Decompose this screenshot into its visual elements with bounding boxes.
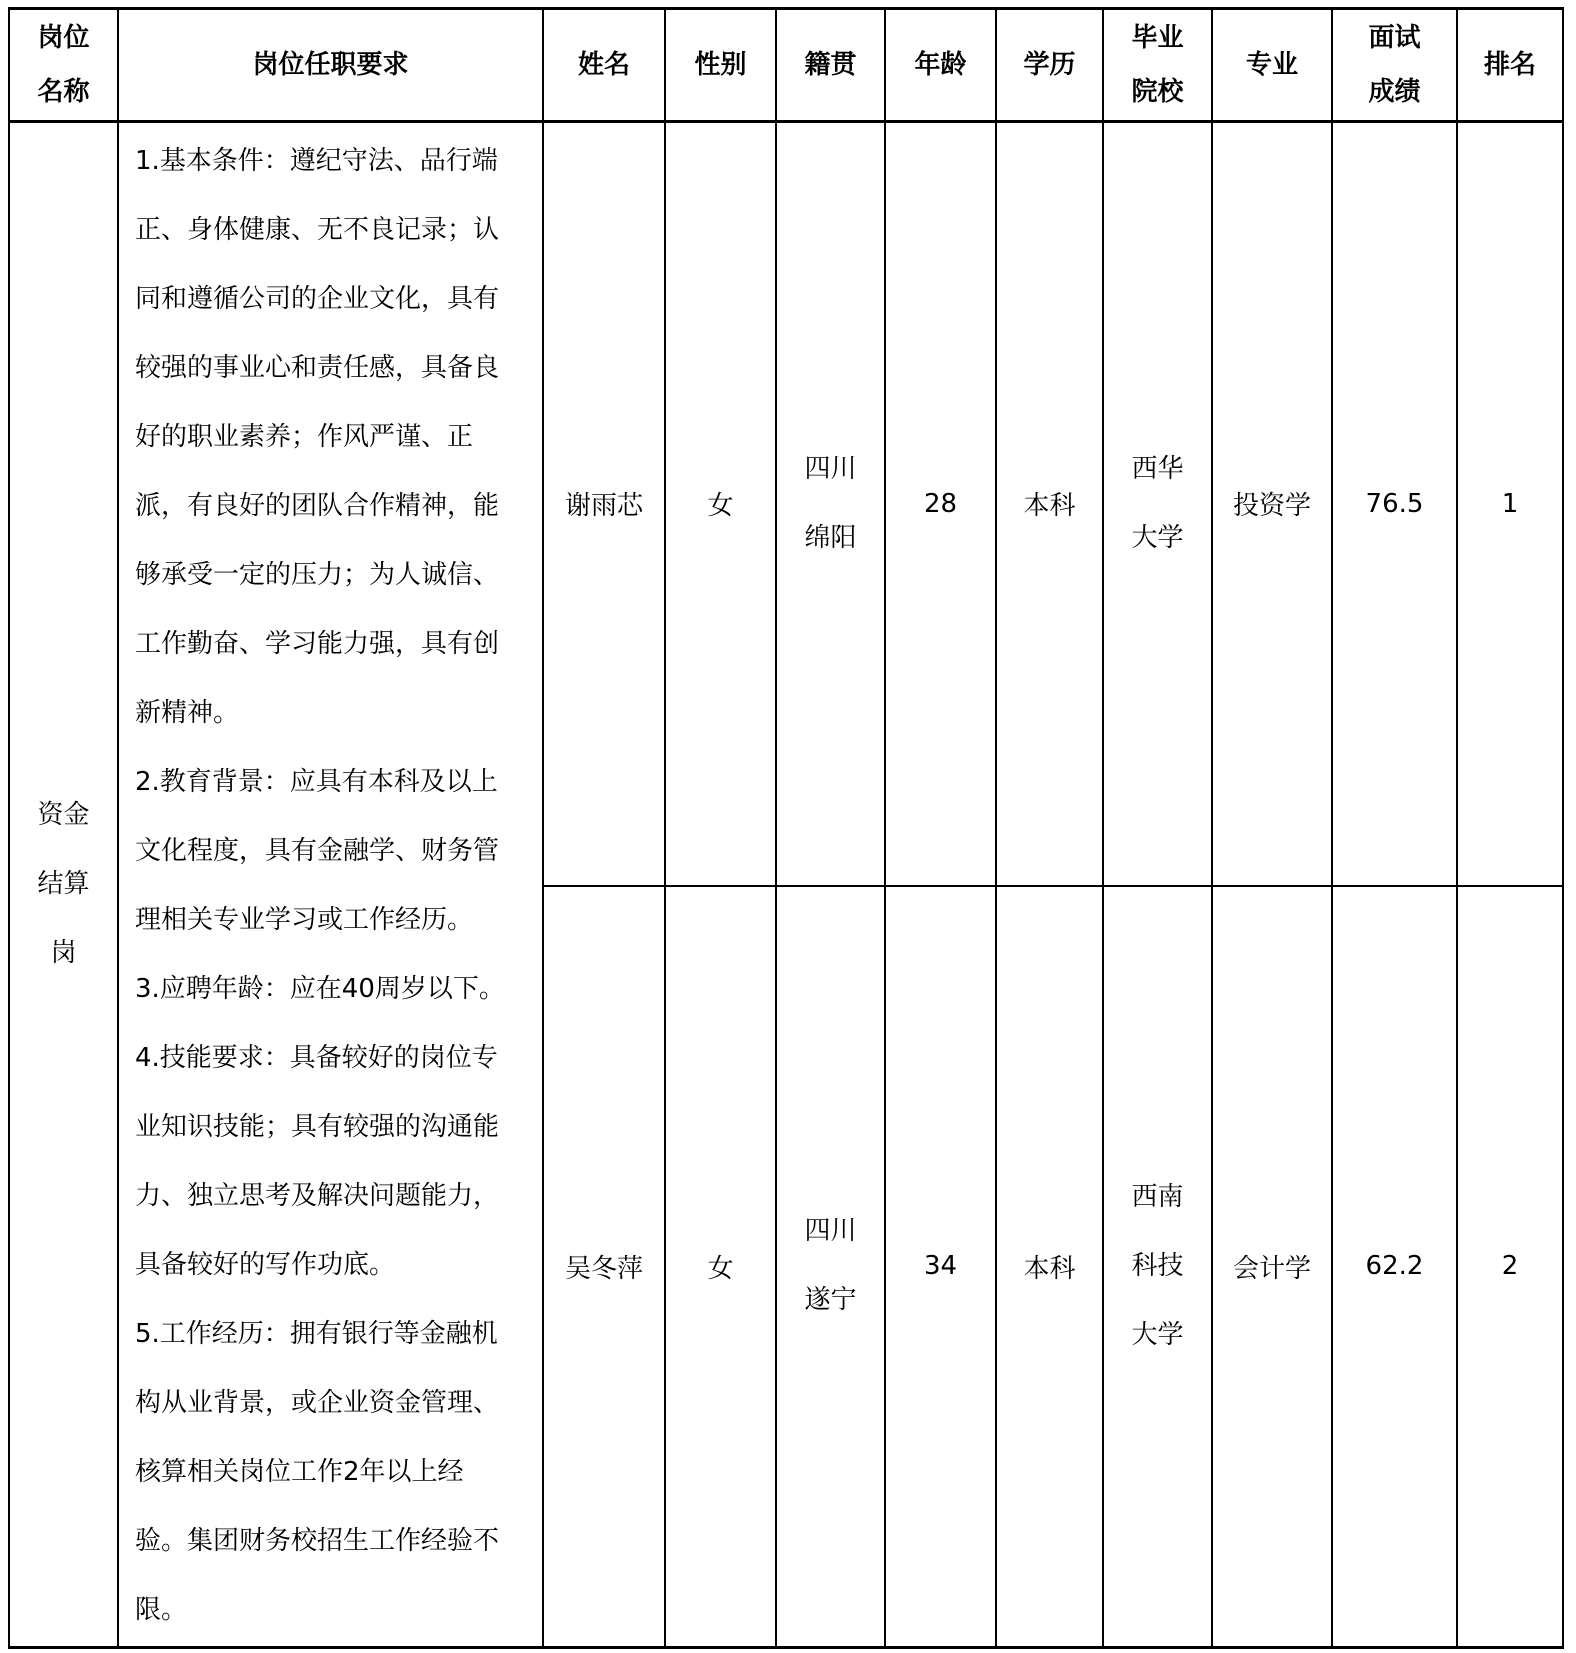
name-cell: 谢雨芯 xyxy=(543,122,665,886)
header-text: 成绩 xyxy=(1368,77,1421,107)
requirement-line: 3.应聘年龄：应在40周岁以下。 xyxy=(135,974,505,1004)
school-text: 科技 xyxy=(1131,1250,1184,1281)
age-cell: 28 xyxy=(885,122,996,886)
header-rank: 排名 xyxy=(1457,9,1563,122)
requirement-line: 核算相关岗位工作2年以上经 xyxy=(135,1457,464,1487)
table-row xyxy=(9,122,1563,886)
requirement-line: 具备较好的写作功底。 xyxy=(135,1250,396,1280)
header-text: 岗位 xyxy=(37,23,90,53)
requirement-line: 较强的事业心和责任感，具备良 xyxy=(135,353,500,383)
gender-cell: 女 xyxy=(665,122,776,886)
requirement-line: 限。 xyxy=(135,1595,188,1625)
rank-cell: 1 xyxy=(1457,122,1563,886)
header-gender: 性别 xyxy=(665,9,776,122)
origin-text: 四川 xyxy=(804,1216,857,1247)
score-cell: 76.5 xyxy=(1332,122,1457,886)
header-origin: 籍贯 xyxy=(776,9,885,122)
requirement-line: 同和遵循公司的企业文化，具有 xyxy=(135,284,500,314)
requirements-cell xyxy=(118,122,543,1648)
origin-cell xyxy=(776,122,885,886)
school-text: 大学 xyxy=(1131,522,1184,553)
header-text: 面试 xyxy=(1368,23,1421,53)
origin-text: 绵阳 xyxy=(804,522,857,553)
age-cell: 34 xyxy=(885,886,996,1648)
header-name: 姓名 xyxy=(543,9,665,122)
position-text: 结算 xyxy=(37,869,90,899)
requirement-line: 好的职业素养；作风严谨、正 xyxy=(135,422,474,452)
major-cell: 投资学 xyxy=(1212,122,1332,886)
score-cell: 62.2 xyxy=(1332,886,1457,1648)
requirement-line: 2.教育背景：应具有本科及以上 xyxy=(135,767,498,797)
requirement-line: 新精神。 xyxy=(135,698,240,728)
school-text: 西华 xyxy=(1131,453,1184,484)
rank-cell: 2 xyxy=(1457,886,1563,1648)
header-text: 毕业 xyxy=(1131,23,1184,53)
requirement-line: 够承受一定的压力；为人诚信、 xyxy=(135,560,500,590)
header-major: 专业 xyxy=(1212,9,1332,122)
education-cell: 本科 xyxy=(996,886,1103,1648)
position-text: 资金 xyxy=(37,800,90,830)
header-position xyxy=(9,9,118,122)
requirement-line: 1.基本条件：遵纪守法、品行端 xyxy=(135,146,498,176)
header-education: 学历 xyxy=(996,9,1103,122)
header-age: 年龄 xyxy=(885,9,996,122)
requirement-line: 派，有良好的团队合作精神，能 xyxy=(135,491,500,521)
gender-cell: 女 xyxy=(665,886,776,1648)
requirement-line: 构从业背景，或企业资金管理、 xyxy=(135,1388,500,1418)
education-cell: 本科 xyxy=(996,122,1103,886)
origin-text: 遂宁 xyxy=(804,1285,857,1316)
requirement-line: 工作勤奋、学习能力强，具有创 xyxy=(135,629,500,659)
origin-cell xyxy=(776,886,885,1648)
header-requirements: 岗位任职要求 xyxy=(118,9,543,122)
requirement-line: 验。集团财务校招生工作经验不 xyxy=(135,1526,500,1556)
requirement-line: 4.技能要求：具备较好的岗位专 xyxy=(135,1043,498,1073)
header-school xyxy=(1103,9,1212,122)
school-cell xyxy=(1103,122,1212,886)
major-cell: 会计学 xyxy=(1212,886,1332,1648)
origin-text: 四川 xyxy=(804,453,857,484)
header-row xyxy=(9,9,1563,122)
requirement-line: 5.工作经历：拥有银行等金融机 xyxy=(135,1319,498,1349)
candidates-table xyxy=(8,7,1564,1649)
requirement-line: 文化程度，具有金融学、财务管 xyxy=(135,836,500,866)
requirement-line: 业知识技能；具有较强的沟通能 xyxy=(135,1112,500,1142)
position-text: 岗 xyxy=(50,938,77,968)
requirement-line: 理相关专业学习或工作经历。 xyxy=(135,905,474,935)
position-cell xyxy=(9,122,118,1648)
header-text: 院校 xyxy=(1131,77,1184,107)
header-score xyxy=(1332,9,1457,122)
header-text: 名称 xyxy=(37,77,90,107)
requirement-line: 力、独立思考及解决问题能力， xyxy=(135,1181,500,1211)
school-cell xyxy=(1103,886,1212,1648)
name-cell: 吴冬萍 xyxy=(543,886,665,1648)
school-text: 西南 xyxy=(1131,1181,1184,1212)
school-text: 大学 xyxy=(1131,1319,1184,1350)
requirement-line: 正、身体健康、无不良记录；认 xyxy=(135,215,500,245)
